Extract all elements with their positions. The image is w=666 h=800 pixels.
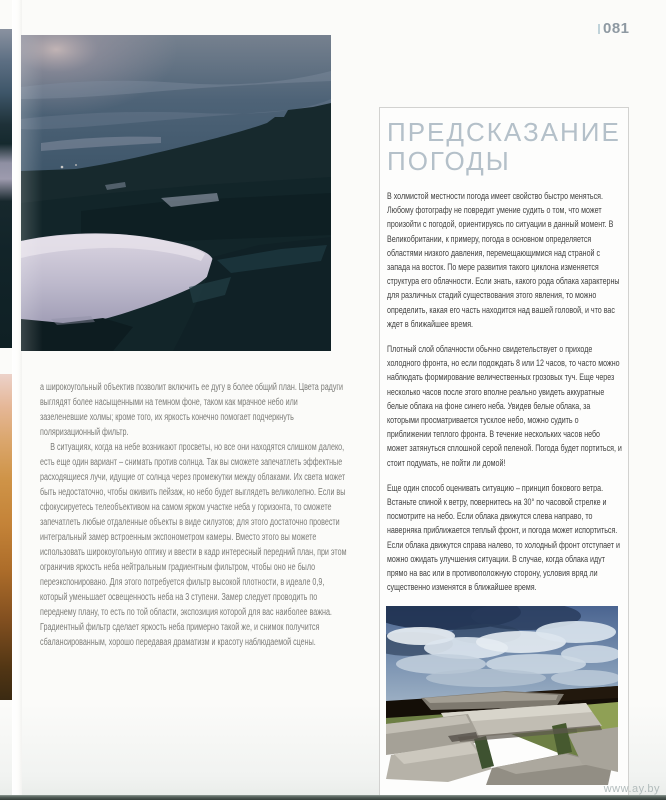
page-number: [598, 20, 630, 37]
book-bottom-edge: [0, 795, 666, 800]
panel-paragraph: Еще один способ оценивать ситуацию – принцип бокового ветра. Встаньте спиной к ветру, повернитесь на 30° по часовой стрелке и посмотрите на небо. Если облака движутся слева направо, то наверняка приближается теплый фронт, и погода может испортиться. Если облака движутся справа налево, то холодный фронт отступает и можно ожидать улучшения ситуации. В случае, когда облака идут прямо на вас или в противоположную сторону, условия вряд ли существенно изменятся в ближайшее время.: [387, 482, 620, 594]
left-page-photo-sliver-top: [0, 29, 12, 348]
coastal-twilight-photo: [21, 35, 331, 351]
watermark: www.ay.by: [603, 783, 660, 795]
left-text-column: [40, 380, 347, 650]
body-paragraph: а широкоугольный объектив позволит включить ее дугу в более общий план. Цвета радуги выглядят более насыщенными на темном фоне, таком как мрачное небо или зазеленевшие холмы; кроме того, их яркость конечно помогает подчеркнуть поляризационный фильтр.: [40, 382, 344, 438]
panel-text: [387, 190, 622, 595]
section-title: ПРЕДСКАЗАНИЕ ПОГОДЫ: [387, 117, 621, 176]
moorland-tor-photo: [386, 606, 618, 785]
panel-paragraph: Плотный слой облачности обычно свидетельствует о приходе холодного фронта, но если подождать 8 или 12 часов, то часто можно наблюдать формирование величественных грозовых туч. Еще через несколько часов после этого вполне реально увидеть аккуратные белые облака на фоне синего неба. Увидев белые облака, за которыми просматривается тусклое небо, можно судить о приближении теплого фронта. В течение нескольких часов небо может затянуться сплошной серой пеленой. Погода будет портиться, и стоит подумать, не пойти ли домой!: [387, 344, 622, 469]
body-paragraph: В ситуациях, когда на небе возникают просветы, но все они находятся слишком далеко, есть еще один вариант – снимать против солнца. Так вы сможете запечатлеть эффектные расходящиеся лучи, идущие от солнца через промежутки между облаками. Их света может быть недостаточно, чтобы оживить пейзаж, но небо будет выглядеть великолепно. Если вы сфокусируетесь телеобъективом на самом ярком участке неба у горизонта, то сможете запечатлеть любые отдаленные объекты в виде силуэтов; для этого достаточно провести интегральный замер встроенным экспонометром камеры. Вместо этого вы можете использовать широкоугольную оптику и ввести в кадр интересный передний план, при этом ограничив яркость неба нейтральным градиентным фильтром, чтобы оно не было переэкспонировано. Для этого потребуется фильтр высокой плотности, в идеале 0,9, который уменьшает освещенность неба на 3 ступени. Замер следует проводить по переднему плану, то есть по той области, экспозиция которой для вас наиболее важна. Градиентный фильтр сделает яркость неба примерно такой же, и снимок получится сбалансированным, хорошо передавая драматизм и красоту наблюдаемой сцены.: [40, 442, 347, 648]
weather-forecast-panel: [379, 107, 629, 800]
page-number-value: 081: [603, 20, 630, 37]
left-page-photo-sliver-bottom: [0, 374, 12, 700]
panel-paragraph: В холмистой местности погода имеет свойство быстро меняться. Любому фотографу не повредит умение судить о том, что может произойти с погодой, ориентируясь по ситуации в данный момент. В Великобритании, к примеру, погода в основном определяется областями низкого давления, перемещающимися над страной с запада на восток. По мере развития такого циклона изменяется структура его облачности. Если знать, какого рода облака характерны для различных стадий существования этого явления, то можно определить, какая его часть находится над вашей головой, и что вас ждет в ближайшее время.: [387, 191, 620, 330]
page-number-tick-icon: [598, 24, 600, 34]
